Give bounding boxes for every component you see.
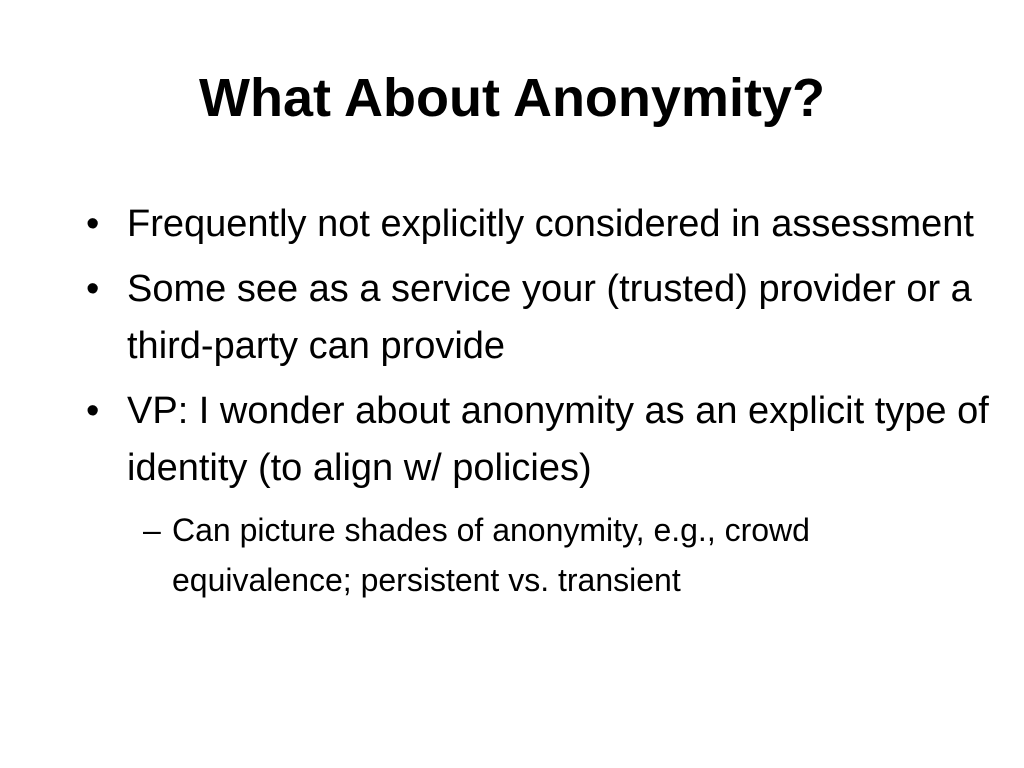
bullet-marker: • <box>86 268 100 310</box>
bullet-item <box>0 196 1024 253</box>
sub-bullet-item <box>0 505 1024 605</box>
bullet-text: Frequently not explicitly considered in assessment <box>127 203 974 245</box>
sub-bullet-marker: – <box>143 512 161 548</box>
bullet-item <box>0 261 1024 375</box>
slide-title: What About Anonymity? <box>199 68 825 128</box>
bullet-marker: • <box>86 203 100 245</box>
bullet-marker: • <box>86 390 100 432</box>
slide-body <box>0 196 1024 605</box>
bullet-text: VP: I wonder about anonymity as an explicit type of identity (to align w/ policies) <box>127 390 989 489</box>
bullet-text: Some see as a service your (trusted) provider or a third-party can provide <box>127 268 972 367</box>
bullet-item <box>0 383 1024 497</box>
sub-bullet-text: Can picture shades of anonymity, e.g., crowd equivalence; persistent vs. transient <box>172 512 810 598</box>
